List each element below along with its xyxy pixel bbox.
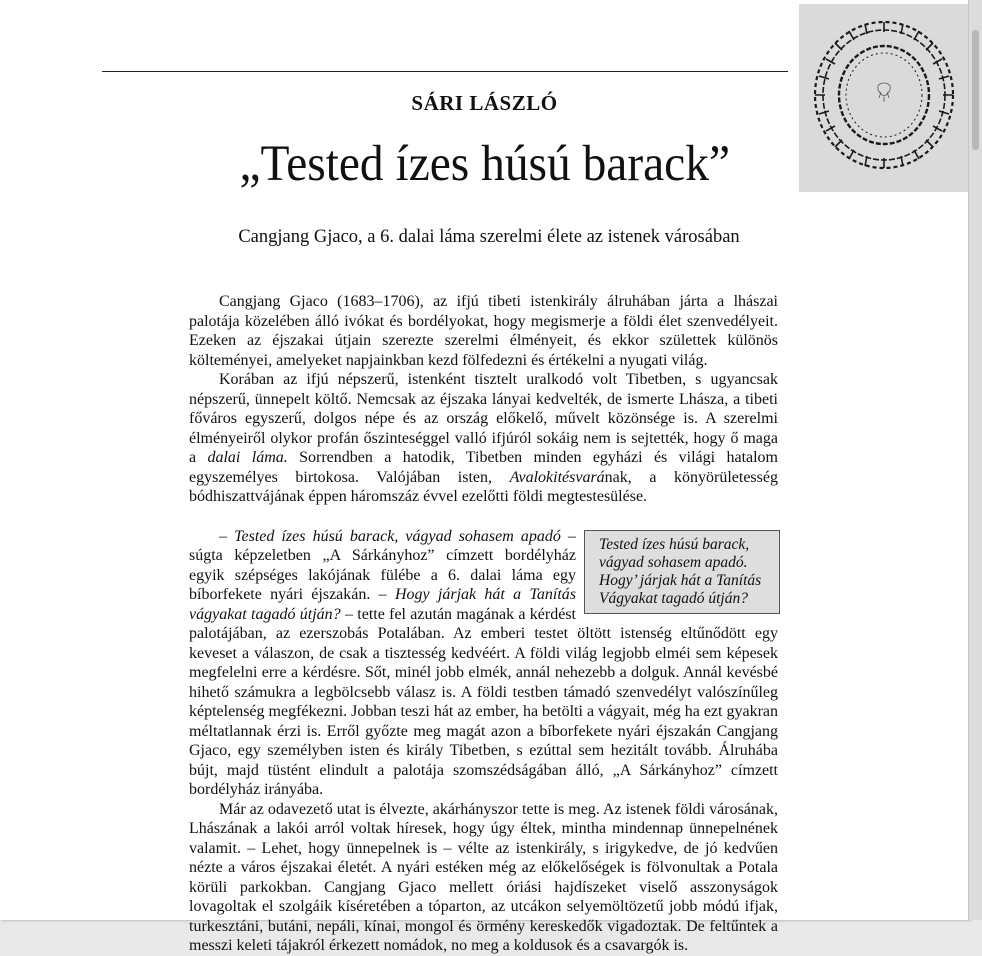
italic-text: Avalokitésvará bbox=[509, 468, 605, 486]
text-run: Korában az ifjú népszerű, istenként tisztelt uralkodó volt Tibetben, s ugyancsak népszerű, ünnepelt költő. Nemcsak az éjszaka lányai kedvelték, de ismerte Lhásza, a tibeti főváros egyszerű, dolgos népe és az ország előkelő, művelt közönsége is. A szerelmi élményeiről olykor profán őszinteséggel valló ifjúról sokáig nem is sejtették, hogy ő maga a bbox=[189, 371, 778, 466]
author-name: SÁRI LÁSZLÓ bbox=[411, 91, 558, 115]
italic-text: Hogy járjak hát a Tanítás vágyakat tagadó útján? bbox=[189, 586, 576, 623]
scrollbar-thumb[interactable] bbox=[972, 30, 979, 150]
italic-text: dalai láma. bbox=[207, 449, 288, 466]
text-run: Cangjang Gjaco (1683–1706), az ifjú tibeti istenkirály álruhában járta a lhászai palotája közelében álló ivókat és bordélyokat, hogy megismerje a földi élet szenvedélyeit. Ezeken az éjszakai útjain szerezte szerelmi élményeit, és ekkor születtek különös költeményei, amelyeket napjainkban kezd fölfedezni és értékelni a nyugati világ. bbox=[189, 293, 778, 369]
text-run: Már az odavezető utat is élvezte, akárhányszor tette is meg. Az istenek földi városának, Lhászának a lakói arról voltak híresek, hogy úgy éltek, mintha mindennap ünnepelnének valamit. – Lehet, hogy ünnepelnek is – vélte az istenkirály, s irigykedve, de jó kedvűen nézte a város éjszakai életét. A nyári estéken még az előkelőségek is fölvonultak a Potala körüli parkokban. Cangjang Gjaco mellett óriási hajdíszeket viselő asszonyságok lovagoltak el szolgáik kíséretében a tóparton, az utcákon selyemöltözetű jobb módú ifjak, turkesztáni, butáni, nepáli, kínai, mongol és örmény kereskedők vigadoztak. De feltűntek a messzi keleti tájakról érkezett nomádok, no meg a koldusok és a csavargók is. bbox=[189, 800, 778, 954]
paragraph-1 bbox=[189, 292, 778, 370]
paragraph-2 bbox=[189, 370, 778, 507]
text-run: Sorrendben a hatodik, Tibetben minden egyházi és világi hatalom egyszemélyes birtokosa. Valójában isten, bbox=[189, 449, 779, 486]
text-run: – bbox=[219, 527, 235, 545]
vertical-scrollbar[interactable] bbox=[968, 0, 982, 920]
italic-text: Tested ízes húsú barack, vágyad sohasem apadó bbox=[234, 527, 561, 545]
article-body bbox=[189, 292, 778, 956]
article-title: „Tested ízes húsú barack” bbox=[239, 136, 731, 192]
article-subtitle: Cangjang Gjaco, a 6. dalai láma szerelmi élete az istenek városában bbox=[238, 227, 740, 247]
header-rule bbox=[102, 71, 788, 72]
text-run: – súgta képzeletben „A Sárkányhoz” címzett bordélyház egyik szépséges lakójának fülébe a 6. dalai láma egy bíborfekete nyári éjszakán. – bbox=[189, 527, 576, 603]
paragraph-3 bbox=[189, 527, 778, 800]
text-run: nak, a könyörületesség bódhiszattvájának éppen háromszáz évvel ezelőtti földi megtestesülése. bbox=[189, 468, 778, 505]
paragraph-4 bbox=[189, 800, 778, 956]
pull-quote: Tested ízes húsú barack, vágyad sohasem apadó. Hogy’ járjak hát a Tanítás Vágyakat tagadó útján? bbox=[584, 530, 780, 614]
text-run: – tette fel azután magának a kérdést palotájában, az ezerszobás Potalában. Az emberi testet öltött istenség eltűnődött egy keveset a válaszon, de csak a tisztesség kedvéért. A földi világ legjobb elméi sem képesek megfelelni erre a kérdésre. Sőt, minél jobb elmék, annál nehezebb a dolguk. Annál kevésbé hihető számukra a legbölcsebb válasz is. A földi testben támadó szenvedélyt valószínűleg képtelenség megfékezni. Jobban teszi hát az ember, ha betölti a vágyait, még ha ezt gyakran méltatlannak érzi is. Erről győzte meg magát azon a bíborfekete nyári éjszakán Cangjang Gjaco, egy személyben isten és király Tibetben, s ezúttal sem hezitált tovább. Álruhába bújt, majd tüstént elindult a palotája szomszédságában álló, „A Sárkányhoz” címzett bordélyház irányába. bbox=[189, 605, 778, 798]
